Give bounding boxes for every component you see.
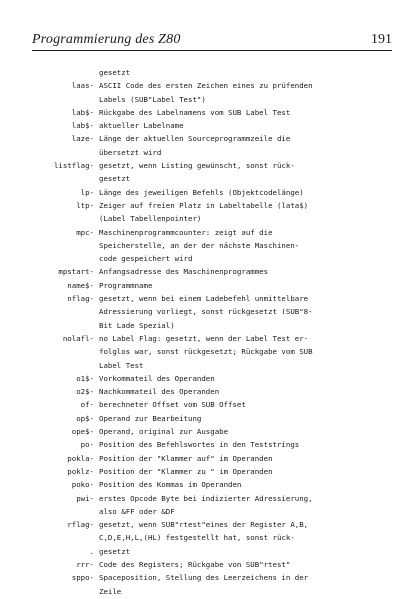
glossary-entry [0,66,420,79]
description-line: Position der "Klammer zu " im Operanden [99,466,273,476]
glossary-entry [0,425,420,438]
glossary-term: laas- [71,81,94,91]
glossary-description [99,372,399,385]
description-line: gesetzt [99,174,131,184]
glossary-term: po- [80,440,94,450]
glossary-term: laze- [71,134,94,144]
description-line: code gespeichert wird [99,254,193,264]
description-line: (Label Tabellenpointer) [99,214,202,224]
glossary-entry [0,292,420,332]
glossary-description [99,159,399,186]
description-line: Vorkommateil des Operanden [99,373,215,383]
glossary-description [99,119,399,132]
glossary-description [99,332,399,372]
glossary-description [99,452,399,465]
description-line: Position des Kommas im Operanden [99,480,242,490]
description-line: gesetzt, wenn SUB"rtest"eines der Register A,B, [99,520,309,530]
description-line: no Label Flag: gesetzt, wenn der Label Test er- [99,333,309,343]
glossary-description [99,385,399,398]
glossary-entry [0,79,420,106]
description-line: aktueller Labelname [99,121,184,131]
glossary-term: mpc- [76,227,94,237]
glossary-term: pwi- [76,493,94,503]
glossary-entry [0,199,420,226]
glossary-term: of- [80,400,94,410]
glossary-description [99,425,399,438]
description-line: Position des Befehlswortes in den Teststrings [99,440,300,450]
glossary-term: poklz- [67,466,94,476]
glossary-entry [0,332,420,372]
description-line: gesetzt [99,546,131,556]
glossary-entry [0,558,420,571]
glossary-term: rrr- [76,559,94,569]
glossary-term: lp- [80,187,94,197]
glossary-description [99,279,399,292]
description-line: Operand, original zur Ausgabe [99,427,229,437]
glossary-entry [0,438,420,451]
glossary-term: pokla- [67,453,94,463]
description-line: Länge des jeweiligen Befehls (Objektcodelänge) [99,187,304,197]
description-line [99,545,399,558]
glossary-term: nflag- [67,294,94,304]
glossary-term: nolafl- [62,333,94,343]
glossary-description [99,492,399,519]
glossary-description [99,412,399,425]
page-number: 191 [371,32,392,47]
glossary-term [0,66,94,79]
glossary-description [99,132,399,159]
glossary-description [99,398,399,411]
glossary-entry [0,265,420,278]
description-line: Zeile [99,586,122,596]
description-line: übersetzt wird [99,147,162,157]
glossary-term: mpstart- [58,267,94,277]
glossary-entry [0,106,420,119]
description-line: Zeiger auf freien Platz in Labeltabelle (lata$) [99,200,309,210]
glossary-description [99,478,399,491]
description-line: Rückgabe des Labelnamens vom SUB Label Test [99,107,291,117]
description-line: also &FF oder &DF [99,506,175,516]
glossary-term: rflag- [67,520,94,530]
glossary-term: . [89,546,94,556]
glossary-entry [0,412,420,425]
glossary-entry [0,226,420,266]
glossary-entry [0,279,420,292]
glossary-term: name$- [67,280,94,290]
glossary-term: lab$- [71,121,94,131]
glossary-entry [0,452,420,465]
glossary-entry [0,186,420,199]
glossary-entry [0,372,420,385]
glossary-description [99,558,399,571]
description-line: gesetzt [99,68,131,77]
description-line: gesetzt, wenn bei einem Ladebefehl unmittelbare [99,294,309,304]
glossary-term: o2$- [76,387,94,397]
description-line: berechneter Offset vom SUB Offset [99,400,246,410]
glossary-term: lab$- [71,107,94,117]
glossary-description [99,292,399,332]
header-title: Programmierung des Z80 [32,32,181,47]
glossary-description [99,186,399,199]
glossary-description [99,571,399,598]
description-line: Operand zur Bearbeitung [99,413,202,423]
description-line: Maschinenprogrammcounter: zeigt auf die [99,227,273,237]
description-line: Anfangsadresse des Maschinenprogrammes [99,267,269,277]
glossary-entry [0,478,420,491]
glossary-term: poko- [71,480,94,490]
description-line: Speicherstelle, an der der nächste Maschinen- [99,240,300,250]
glossary-term: ltp- [76,200,94,210]
description-line: gesetzt, wenn Listing gewünscht, sonst rück- [99,161,295,171]
glossary-description [99,199,399,226]
description-line: Code des Registers; Rückgabe von SUB"rtest" [99,559,291,569]
glossary-list [0,66,420,598]
glossary-entry [0,545,420,558]
glossary-entry [0,119,420,132]
description-line: Programmname [99,280,153,290]
glossary-entry [0,159,420,186]
description-line: Bit Lade Spezial) [99,320,175,330]
glossary-description [99,545,399,558]
description-line: Nachkommateil des Operanden [99,387,220,397]
glossary-term: op$- [76,413,94,423]
glossary-description [99,106,399,119]
glossary-term: ope$- [71,427,94,437]
description-line: Adressierung vorliegt, sonst rückgesetzt (SUB"8- [99,307,313,317]
glossary-description [99,66,399,79]
description-line: folglos war, sonst rückgesetzt; Rückgabe vom SUB [99,347,313,357]
glossary-description [99,265,399,278]
description-line: Länge der aktuellen Sourceprogrammzeile die [99,134,291,144]
glossary-description [99,226,399,266]
description-line: Label Test [99,360,144,370]
description-line: C,D,E,H,L,(HL) festgestellt hat, sonst rück- [99,533,295,543]
description-line: Labels (SUB"Label Test") [99,94,206,104]
description-line: erstes Opcode Byte bei indizierter Adressierung, [99,493,313,503]
running-header [32,30,392,51]
glossary-entry [0,385,420,398]
glossary-description [99,438,399,451]
glossary-entry [0,571,420,598]
glossary-entry [0,492,420,519]
glossary-description [99,465,399,478]
glossary-entry [0,398,420,411]
glossary-term: listflag- [53,161,94,171]
glossary-entry [0,132,420,159]
glossary-term: o1$- [76,373,94,383]
glossary-entry [0,465,420,478]
description-line: Spaceposition, Stellung des Leerzeichens in der [99,573,309,583]
description-line: ASCII Code des ersten Zeichen eines zu prüfenden [99,81,313,91]
description-line: Position der "Klammer auf" im Operanden [99,453,273,463]
glossary-description [99,79,399,106]
glossary-term: sppo- [71,573,94,583]
